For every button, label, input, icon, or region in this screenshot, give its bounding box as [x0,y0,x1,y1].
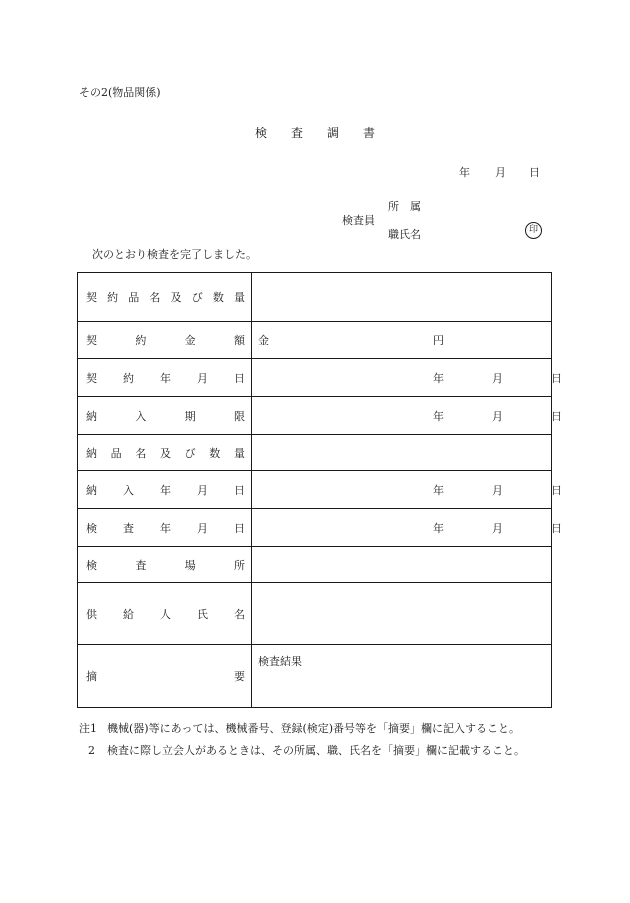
month-label: 月 [492,483,503,497]
row-label-char: 契 [86,371,97,385]
inspection-table [77,272,562,708]
row-label-char: 名 [135,446,147,460]
row-label-char: 期 [184,409,196,423]
note-text: 検査に際し立会人があるときは、その所属、職、氏名を「摘要」欄に記載すること。 [107,744,525,757]
row-label-char: 名 [149,291,161,304]
notes [79,718,525,762]
value-cell[interactable] [252,471,562,509]
row-label [78,645,252,708]
position-name-label: 職氏名 [388,228,421,241]
row-label-char: 納 [86,483,97,497]
year-label: 年 [433,409,444,423]
row-label-char: 年 [160,521,171,535]
row-label-char: び [184,446,196,460]
row-label-char: 要 [234,670,245,683]
row-label-char: 数 [212,291,224,304]
row-label-char: 納 [86,409,97,423]
form-subtitle: その2(物品関係) [79,86,161,99]
day-label: 日 [551,483,562,497]
table-row [78,583,552,645]
row-label-char: 納 [86,446,97,460]
row-label [78,471,252,509]
note-item [79,740,525,762]
value-cell[interactable] [252,583,552,645]
day-label: 日 [551,521,562,535]
row-label-char: 摘 [86,670,97,683]
row-label-char: 査 [123,521,134,535]
table-row [78,397,552,435]
row-label-char: 人 [160,607,171,621]
row-label-char: 査 [135,558,147,572]
row-label-char: 金 [184,334,196,347]
value-cell[interactable] [252,397,562,435]
note-item [79,718,525,740]
row-label-char: 入 [123,483,134,497]
row-label-char: 年 [160,371,171,385]
row-label-char: 限 [233,409,245,423]
table-row [78,322,552,359]
row-label-char: 及 [159,446,171,460]
value-cell[interactable] [252,435,552,471]
date-day-label: 日 [529,166,540,179]
row-label-char: 日 [234,371,245,385]
row-label [78,322,252,359]
row-label-char: 契 [86,334,97,347]
note-text: 機械(器)等にあっては、機械番号、登録(検定)番号等を「摘要」欄に記入すること。 [107,722,521,735]
year-label: 年 [433,371,444,385]
month-label: 月 [492,371,503,385]
row-label-char: び [191,291,203,304]
row-label-char: 数 [209,446,221,460]
row-label-char: 日 [234,483,245,497]
row-label-char: 月 [197,371,208,385]
row-label [78,583,252,645]
value-cell[interactable] [252,509,562,547]
row-label-char: 名 [234,607,245,621]
affiliation-label: 所 属 [388,200,421,213]
month-label: 月 [492,521,503,535]
date-year-label: 年 [459,166,470,179]
value-cell[interactable] [252,359,562,397]
year-label: 年 [433,483,444,497]
row-label-char: 額 [233,334,245,347]
table-row [78,645,552,708]
row-label-char: 量 [233,446,245,460]
month-label: 月 [492,409,503,423]
row-label-char: 及 [170,291,182,304]
row-label-char: 品 [128,291,140,304]
table-row [78,509,552,547]
year-label: 年 [433,521,444,535]
row-label [78,509,252,547]
row-label-char: 量 [233,291,245,304]
row-label-char: 月 [197,521,208,535]
value-cell[interactable] [252,273,552,322]
table-row [78,435,552,471]
row-label-char: 約 [107,291,119,304]
page-title: 検 査 調 書 [254,126,375,140]
row-label [78,397,252,435]
row-label [78,547,252,583]
row-label-char: 検 [86,558,97,572]
row-label [78,273,252,322]
table-row [78,547,552,583]
summary-cell[interactable] [252,645,552,708]
row-label-char: 検 [86,521,97,535]
inspector-label: 検査員 [342,214,375,227]
row-label [78,359,252,397]
amount-unit: 円 [433,334,444,347]
row-label-char: 氏 [197,607,208,621]
row-label-char: 約 [135,334,147,347]
row-label-char: 品 [110,446,122,460]
value-cell[interactable] [252,547,552,583]
row-label-char: 所 [233,558,245,572]
row-label-char: 約 [123,371,134,385]
note-mark: 注1 [79,722,97,735]
note-mark: 2 [88,744,95,757]
table-row [78,273,552,322]
row-label-char: 年 [160,483,171,497]
seal-mark: 印 [525,222,542,239]
row-label-char: 場 [184,558,196,572]
date-month-label: 月 [495,166,506,179]
day-label: 日 [551,409,562,423]
row-label-char: 契 [86,291,97,304]
value-cell[interactable] [252,322,552,359]
inspection-result-label: 検査結果 [258,655,302,668]
table-row [78,471,552,509]
intro-text: 次のとおり検査を完了しました。 [92,248,257,261]
row-label [78,435,252,471]
amount-prefix: 金 [258,334,269,347]
row-label-char: 入 [135,409,147,423]
row-label-char: 給 [123,607,134,621]
day-label: 日 [551,371,562,385]
row-label-char: 月 [197,483,208,497]
row-label-char: 供 [86,607,97,621]
row-label-char: 日 [234,521,245,535]
table-row [78,359,552,397]
